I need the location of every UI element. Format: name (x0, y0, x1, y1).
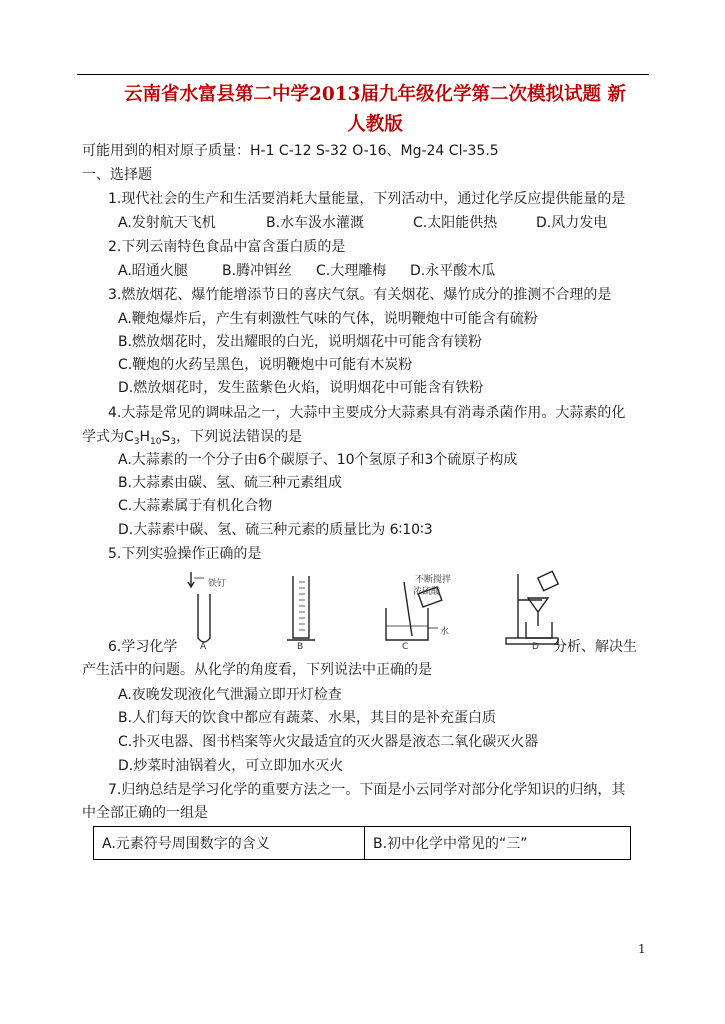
label-water: 水 (440, 627, 450, 637)
q1-option-b: B.水车汲水灌溉 (266, 215, 365, 231)
fig-label-b: B (297, 642, 304, 652)
test-tube-icon (198, 594, 210, 642)
q6-option-b: B.人们每天的饮食中都应有蔬菜、水果，其目的是补充蛋白质 (118, 710, 497, 726)
q6-stem-line1-start: 6.学习化学 (108, 639, 178, 655)
q4-sub-s: 3 (170, 437, 177, 447)
q6-option-a: A.夜晚发现液化气泄漏立即开灯检查 (118, 687, 342, 703)
q7-stem-line2: 中全部正确的一组是 (82, 805, 208, 821)
pouring-beaker-icon (538, 571, 558, 590)
q4-stem-tail: ，下列说法错误的是 (176, 429, 303, 445)
q4-option-d: D.大蒜素中碳、氢、硫三种元素的质量比为 6∶10∶3 (118, 522, 433, 538)
q2-option-b: B.腾冲铒丝 (222, 263, 293, 279)
q6-option-d: D.炒菜时油锅着火，可立即加水灭火 (118, 758, 344, 774)
q4-stem-line1: 4.大蒜是常见的调味品之一，大蒜中主要成分大蒜素具有消毒杀菌作用。大蒜素的化 (108, 405, 626, 421)
table-row (94, 827, 631, 860)
q2-options (118, 262, 638, 280)
q2-stem: 2.下列云南特色食品中富含蛋白质的是 (108, 239, 346, 255)
label-conc-acid: 浓硫酸 (413, 587, 441, 597)
q4-stem-line2 (82, 428, 302, 451)
q6-stem-line1-end: 分析、解决生 (553, 639, 637, 655)
fig-label-d: D (532, 642, 539, 652)
q4-formula-h: H (139, 429, 151, 445)
graduated-cylinder-icon (293, 576, 309, 638)
q3-stem: 3.燃放烟花、爆竹能增添节日的喜庆气氛。有关烟花、爆竹成分的推测不合理的是 (108, 287, 612, 303)
q4-formula-s: S (161, 429, 171, 445)
atomic-mass-line: 可能用到的相对原子质量：H-1 C-12 S-32 O-16、Mg-24 Cl-35.5 (82, 143, 499, 159)
q4-option-a: A.大蒜素的一个分子由6个碳原子、10个氢原子和3个硫原子构成 (118, 452, 518, 468)
q6-stem-line2: 产生活中的问题。从化学的角度看，下列说法中正确的是 (82, 662, 432, 678)
q3-option-c: C.鞭炮的火药呈黑色，说明鞭炮中可能有木炭粉 (118, 357, 413, 373)
fig-label-a: A (200, 642, 207, 652)
q2-option-c: C.大理雕梅 (316, 263, 387, 279)
q5-apparatus-drawing (170, 568, 570, 652)
q3-option-d: D.燃放烟花时，发生蓝紫色火焰，说明烟花中可能含有铁粉 (118, 380, 484, 396)
label-iron-nail: 铁钉 (208, 579, 227, 589)
q1-option-c: C.太阳能供热 (413, 215, 498, 231)
header-rule (77, 74, 649, 75)
q3-option-b: B.燃放烟花时，发出耀眼的白光，说明烟花中可能含有镁粉 (118, 334, 483, 350)
q4-sub-h: 10 (150, 437, 162, 447)
q4-option-b: B.大蒜素由碳、氢、硫三种元素组成 (118, 475, 343, 491)
q2-option-a: A.昭通火腿 (118, 263, 188, 279)
beaker-icon (386, 608, 428, 640)
q7-table (93, 826, 631, 860)
q1-options (118, 214, 638, 232)
q1-stem: 1.现代社会的生产和生活要消耗大量能量，下列活动中，通过化学反应提供能量的是 (108, 191, 626, 207)
q7-cell-a: A.元素符号周围数字的含义 (94, 827, 365, 860)
q2-option-d: D.永平酸木瓜 (410, 263, 496, 279)
q1-option-a: A.发射航天飞机 (118, 215, 216, 231)
q7-cell-b: B.初中化学中常见的“三” (365, 827, 631, 860)
q4-sub-c: 3 (133, 437, 140, 447)
q6-option-c: C.扑灭电器、图书档案等火灾最适宜的灭火器是液态二氧化碳灭火器 (118, 734, 539, 750)
q1-option-d: D.风力发电 (536, 215, 608, 231)
page-title-line2: 人教版 (347, 114, 403, 135)
q4-formula-c: 学式为C (82, 429, 134, 445)
q3-option-a: A.鞭炮爆炸后，产生有刺激性气味的气体，说明鞭炮中可能含有硫粉 (118, 311, 538, 327)
fig-label-c: C (402, 642, 409, 652)
page-title-line1: 云南省水富县第二中学2013届九年级化学第二次模拟试题 新 (124, 84, 626, 105)
q5-apparatus-figure (170, 568, 570, 652)
q7-stem-line1: 7.归纳总结是学习化学的重要方法之一。下面是小云同学对部分化学知识的归纳，其 (108, 782, 626, 798)
section-heading: 一、选择题 (82, 167, 152, 183)
page-number: 1 (638, 942, 646, 956)
q5-stem: 5.下列实验操作正确的是 (108, 546, 262, 562)
q4-option-c: C.大蒜素属于有机化合物 (118, 498, 273, 514)
label-stirring: 不断搅拌 (415, 575, 452, 585)
